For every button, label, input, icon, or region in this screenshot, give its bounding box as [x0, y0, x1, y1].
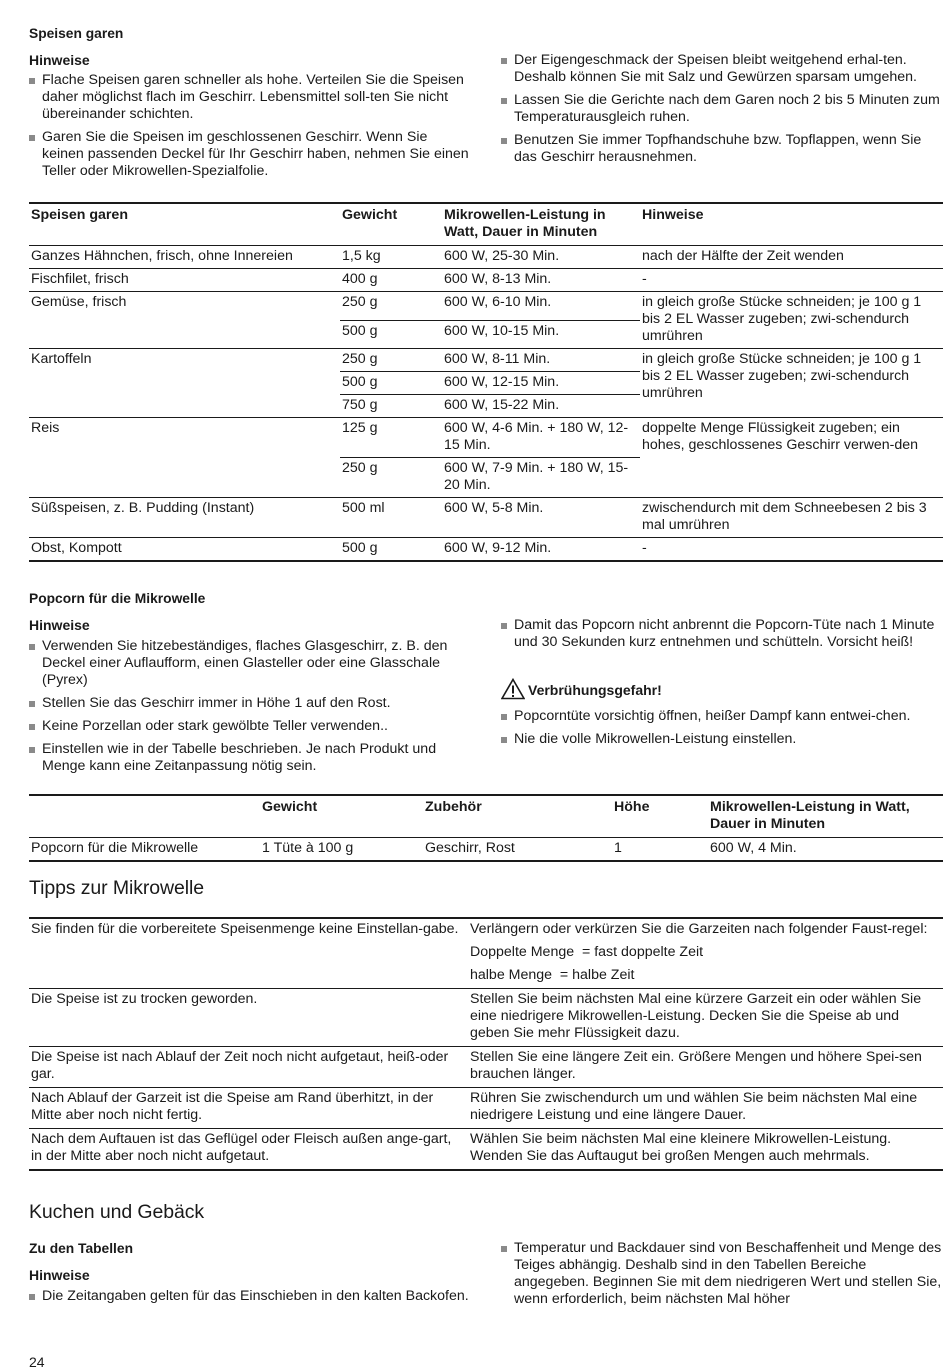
- bullet-square-icon: [501, 58, 507, 64]
- cell-food: Reis: [29, 418, 340, 498]
- cell-power: 600 W, 15-22 Min.: [442, 395, 640, 418]
- bullet-square-icon: [29, 724, 35, 730]
- notes-right-2: [501, 617, 943, 657]
- cell-weight: 500 g: [340, 538, 442, 562]
- col-header-weight: Gewicht: [262, 799, 318, 815]
- warning-triangle-icon: [501, 678, 525, 700]
- tip-solution-text: Rühren Sie zwischendurch um und wählen Sie beim nächsten Mal eine niedrigere Leistung und eine längere Dauer.: [470, 1090, 918, 1123]
- tip-problem: Nach Ablauf der Garzeit ist die Speise am Rand überhitzt, in der Mitte aber noch nicht fertig.: [29, 1088, 468, 1129]
- col-header-notes: Hinweise: [642, 207, 704, 223]
- col-header-empty: [29, 795, 260, 838]
- cell-notes: in gleich große Stücke schneiden; je 100 g 1 bis 2 EL Wasser zugeben; zwi-schendurch umrühren: [640, 349, 943, 418]
- subtitle-tables: Zu den Tabellen: [29, 1241, 133, 1256]
- cell-power: 600 W, 8-11 Min.: [442, 349, 640, 372]
- bullet-square-icon: [29, 701, 35, 707]
- warning-label: Verbrühungsgefahr!: [528, 682, 662, 698]
- note-item: Garen Sie die Speisen im geschlossenen Geschirr. Wenn Sie keinen passenden Deckel für Ihr Geschirr haben, nehmen Sie einen Teller oder Mikrowellen-Spezialfolie.: [29, 129, 471, 180]
- table-row: [29, 538, 943, 562]
- table-row: [29, 292, 943, 321]
- tip-solution-text: Stellen Sie beim nächsten Mal eine kürzere Garzeit ein oder wählen Sie eine niedrigere Mikrowellen-Leistung. Decken Sie die Speise ab und geben Sie mehr Flüssigkeit dazu.: [470, 991, 922, 1041]
- cell-notes: -: [640, 269, 943, 292]
- notes-left-3: [29, 1288, 471, 1311]
- col-header-level: Höhe: [614, 799, 650, 815]
- warning-item: Nie die volle Mikrowellen-Leistung einstellen.: [501, 731, 943, 748]
- cell-food: Fischfilet, frisch: [29, 269, 340, 292]
- bullet-square-icon: [501, 714, 507, 720]
- popcorn-table: [29, 794, 943, 862]
- cell-power: 600 W, 5-8 Min.: [442, 498, 640, 538]
- tip-problem: Sie finden für die vorbereitete Speisenmenge keine Einstellan-gabe.: [31, 921, 459, 937]
- cooking-table: [29, 202, 943, 562]
- cell-weight: 500 ml: [340, 498, 442, 538]
- cell-notes: -: [640, 538, 943, 562]
- cell-power: 600 W, 4-6 Min. + 180 W, 12-15 Min.: [442, 418, 640, 458]
- col-header-accessory: Zubehör: [425, 799, 482, 815]
- tips-row: [29, 918, 943, 989]
- cell-food: Gemüse, frisch: [29, 292, 340, 349]
- cell-weight: 250 g: [340, 349, 442, 372]
- section-title-popcorn: Popcorn für die Mikrowelle: [29, 591, 206, 606]
- cell-notes: zwischendurch mit dem Schneebesen 2 bis 3 mal umrühren: [640, 498, 943, 538]
- cell-food: Kartoffeln: [29, 349, 340, 418]
- note-item: Benutzen Sie immer Topfhandschuhe bzw. Topflappen, wenn Sie das Geschirr herausnehmen.: [501, 132, 943, 166]
- bullet-square-icon: [29, 747, 35, 753]
- cell-power: 600 W, 10-15 Min.: [442, 320, 640, 349]
- cell-notes: nach der Hälfte der Zeit wenden: [640, 246, 943, 269]
- table-row: [29, 838, 943, 862]
- cell-power: 600 W, 12-15 Min.: [442, 372, 640, 395]
- cell-power: 600 W, 6-10 Min.: [442, 292, 640, 321]
- bullet-square-icon: [29, 1294, 35, 1300]
- note-item: Keine Porzellan oder stark gewölbte Teller verwenden..: [29, 718, 471, 735]
- cell-weight: 400 g: [340, 269, 442, 292]
- section-title-speisen-garen: Speisen garen: [29, 26, 124, 41]
- section-title-cakes: Kuchen und Gebäck: [29, 1201, 205, 1223]
- tip-problem: Die Speise ist zu trocken geworden.: [29, 989, 468, 1047]
- table-row: [29, 246, 943, 269]
- note-item: Temperatur und Backdauer sind von Beschaffenheit und Menge des Teiges abhängig. Deshalb sind in den Tabellen Bereiche angegeben. Beginnen Sie mit dem niedrigeren Wert und stellen Sie, wenn erforderlich, beim nächsten Mal höher: [501, 1240, 943, 1308]
- tip-rule-line: halbe Menge = halbe Zeit: [470, 967, 635, 983]
- bullet-square-icon: [501, 138, 507, 144]
- tip-solution: [468, 1088, 943, 1129]
- cell-weight: 125 g: [340, 418, 442, 458]
- tip-solution-text: Stellen Sie eine längere Zeit ein. Größere Mengen und höhere Spei-sen brauchen länger.: [470, 1049, 922, 1082]
- notes-left-1: [29, 72, 471, 186]
- note-item: Verwenden Sie hitzebeständiges, flaches Glasgeschirr, z. B. den Deckel einer Auflaufform, einen Glasteller oder eine Glasschale (Pyrex): [29, 638, 471, 689]
- bullet-square-icon: [501, 623, 507, 629]
- cell-notes: in gleich große Stücke schneiden; je 100 g 1 bis 2 EL Wasser zugeben; zwi-schendurch umrühren: [640, 292, 943, 349]
- bullet-square-icon: [29, 644, 35, 650]
- cell-weight: 1,5 kg: [340, 246, 442, 269]
- cell-power: 600 W, 9-12 Min.: [442, 538, 640, 562]
- cell-weight: 750 g: [340, 395, 442, 418]
- cell-food: Obst, Kompott: [29, 538, 340, 562]
- cell-weight: 1 Tüte à 100 g: [260, 838, 423, 862]
- tip-problem: Nach dem Auftauen ist das Geflügel oder Fleisch außen ange-gart, in der Mitte aber noch nicht aufgetaut.: [29, 1129, 468, 1171]
- tip-solution: [468, 1047, 943, 1088]
- warning-item: Popcorntüte vorsichtig öffnen, heißer Dampf kann entwei-chen.: [501, 708, 943, 725]
- cell-power: 600 W, 7-9 Min. + 180 W, 15-20 Min.: [442, 458, 640, 498]
- note-item: Stellen Sie das Geschirr immer in Höhe 1 auf den Rost.: [29, 695, 471, 712]
- cell-accessory: Geschirr, Rost: [423, 838, 612, 862]
- cell-food: Süßspeisen, z. B. Pudding (Instant): [29, 498, 340, 538]
- bullet-square-icon: [29, 78, 35, 84]
- tip-rule-line: Doppelte Menge = fast doppelte Zeit: [470, 944, 704, 960]
- tip-solution: [468, 989, 943, 1047]
- cell-power: 600 W, 4 Min.: [708, 838, 943, 862]
- tip-solution: [468, 1129, 943, 1171]
- tips-row: [29, 989, 943, 1047]
- section-title-tips: Tipps zur Mikrowelle: [29, 877, 204, 899]
- tips-row: [29, 1047, 943, 1088]
- note-item: Die Zeitangaben gelten für das Einschieben in den kalten Backofen.: [29, 1288, 471, 1305]
- warning-heading: [501, 678, 662, 700]
- cell-food: Popcorn für die Mikrowelle: [29, 838, 260, 862]
- table-row: [29, 349, 943, 372]
- col-header-power: Mikrowellen-Leistung in Watt, Dauer in Minuten: [444, 207, 606, 240]
- tips-row: [29, 1129, 943, 1171]
- cell-level: 1: [612, 838, 708, 862]
- col-header-weight: Gewicht: [342, 207, 398, 223]
- table-row: [29, 269, 943, 292]
- hinweise-label: Hinweise: [29, 1267, 90, 1283]
- note-item: Damit das Popcorn nicht anbrennt die Popcorn-Tüte nach 1 Minute und 30 Sekunden kurz entnehmen und schütteln. Vorsicht heiß!: [501, 617, 943, 651]
- tip-solution-text: Wählen Sie beim nächsten Mal eine kleinere Mikrowellen-Leistung. Wenden Sie das Auftaugut bei großen Mengen auch mehrmals.: [470, 1131, 892, 1164]
- note-item: Flache Speisen garen schneller als hohe. Verteilen Sie die Speisen daher möglichst flach im Geschirr. Lebensmittel soll-ten Sie nicht übereinander schichten.: [29, 72, 471, 123]
- col-header-food: Speisen garen: [31, 207, 128, 223]
- note-item: Der Eigengeschmack der Speisen bleibt weitgehend erhal-ten. Deshalb können Sie mit Salz und Gewürzen sparsam umgehen.: [501, 52, 943, 86]
- bullet-square-icon: [501, 737, 507, 743]
- tips-table: [29, 917, 943, 1171]
- page-number: 24: [29, 1354, 45, 1370]
- bullet-square-icon: [501, 98, 507, 104]
- cell-power: 600 W, 25-30 Min.: [442, 246, 640, 269]
- cell-weight: 250 g: [340, 292, 442, 321]
- tip-problem: Die Speise ist nach Ablauf der Zeit noch nicht aufgetaut, heiß-oder gar.: [29, 1047, 468, 1088]
- hinweise-label: Hinweise: [29, 617, 90, 633]
- hinweise-label: Hinweise: [29, 52, 90, 68]
- table-row: [29, 498, 943, 538]
- tips-row: [29, 1088, 943, 1129]
- note-item: Lassen Sie die Gerichte nach dem Garen noch 2 bis 5 Minuten zum Temperaturausgleich ruhen.: [501, 92, 943, 126]
- notes-left-2: [29, 638, 471, 781]
- tip-solution-text: Verlängern oder verkürzen Sie die Garzeiten nach folgender Faust-regel:: [470, 921, 928, 937]
- notes-right-1: [501, 52, 943, 172]
- tip-solution: [468, 918, 943, 989]
- bullet-square-icon: [29, 135, 35, 141]
- col-header-power: Mikrowellen-Leistung in Watt, Dauer in Minuten: [710, 799, 910, 832]
- cell-food: Ganzes Hähnchen, frisch, ohne Innereien: [29, 246, 340, 269]
- bullet-square-icon: [501, 1246, 507, 1252]
- cell-notes: doppelte Menge Flüssigkeit zugeben; ein hohes, geschlossenes Geschirr verwen-den: [640, 418, 943, 498]
- notes-right-3: [501, 1240, 943, 1314]
- warning-items: [501, 708, 943, 754]
- cell-power: 600 W, 8-13 Min.: [442, 269, 640, 292]
- table-row: [29, 418, 943, 458]
- cell-weight: 500 g: [340, 320, 442, 349]
- cell-weight: 500 g: [340, 372, 442, 395]
- cell-weight: 250 g: [340, 458, 442, 498]
- note-item: Einstellen wie in der Tabelle beschrieben. Je nach Produkt und Menge kann eine Zeitanpassung nötig sein.: [29, 741, 471, 775]
